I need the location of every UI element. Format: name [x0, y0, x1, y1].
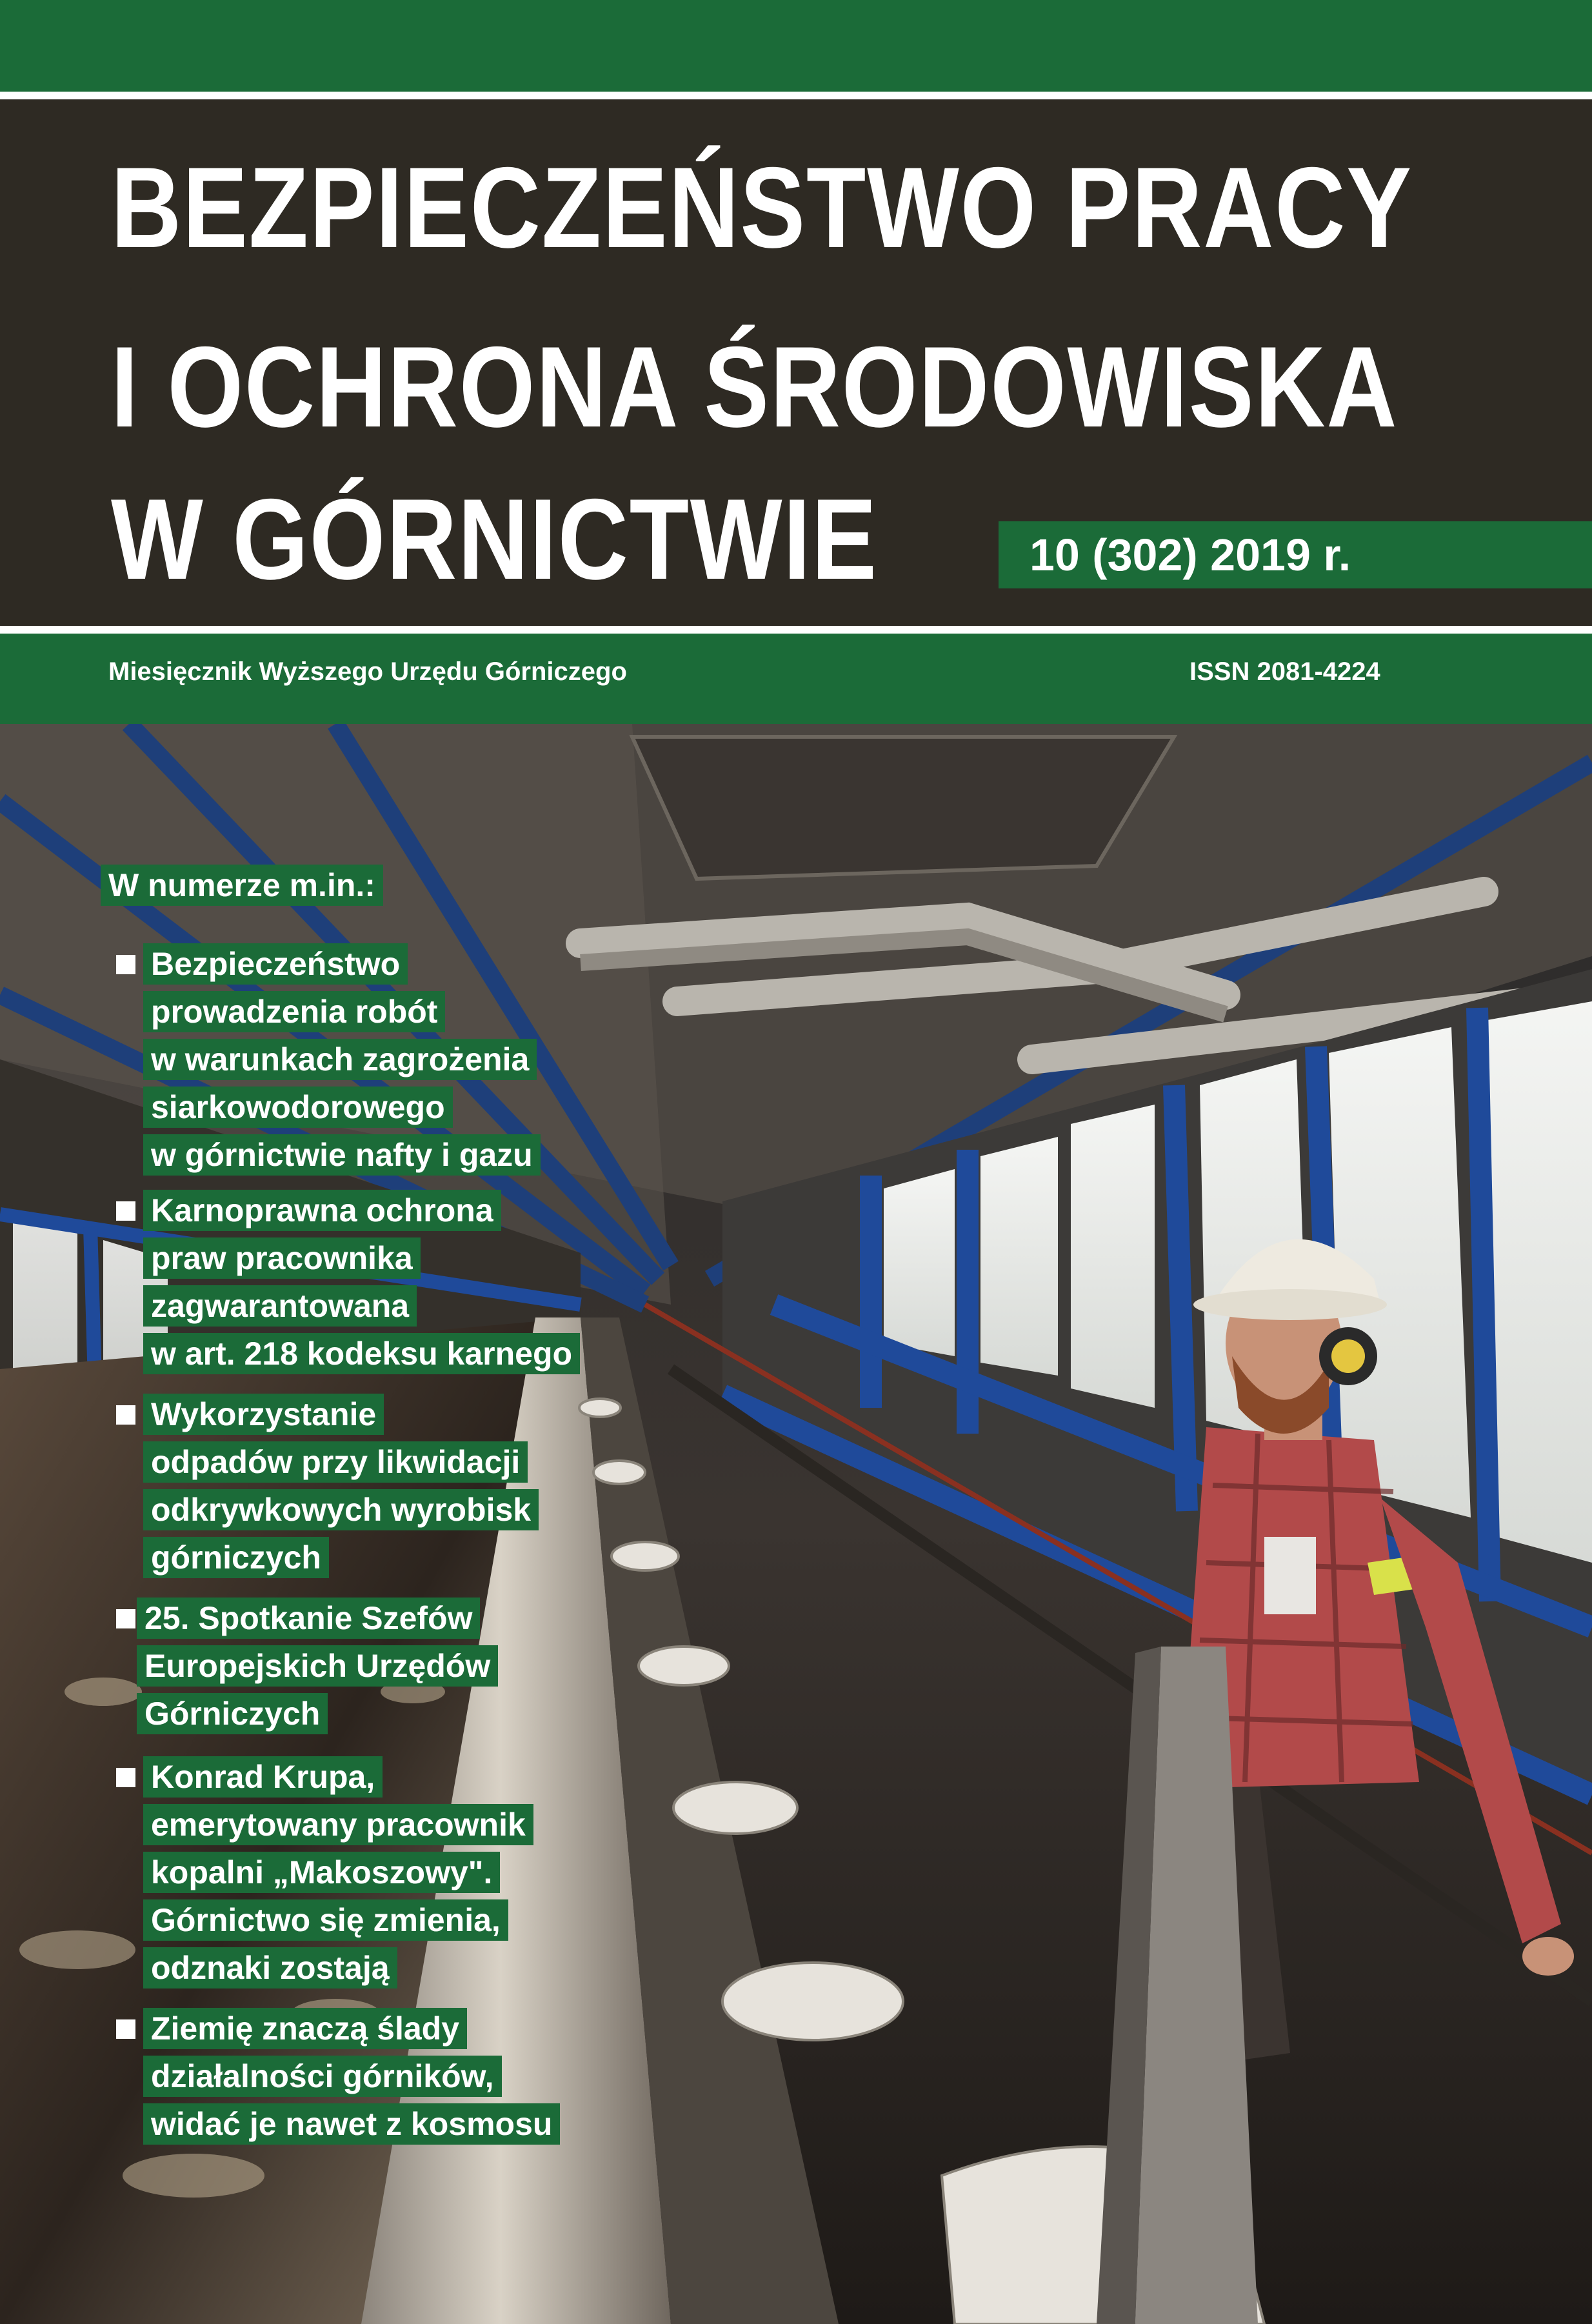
toc-item-2-line-2: praw pracownika — [143, 1237, 421, 1279]
toc-item-4-line-3: Górniczych — [137, 1693, 328, 1734]
toc-item-4-line-1: 25. Spotkanie Szefów — [137, 1598, 480, 1639]
toc-item-1-line-3: w warunkach zagrożenia — [143, 1039, 537, 1080]
bullet-square-icon — [116, 1201, 135, 1221]
toc-item-2-line-1: Karnoprawna ochrona — [143, 1190, 501, 1231]
toc-item-1-line-2: prowadzenia robót — [143, 991, 445, 1032]
toc-item-3-line-4: górniczych — [143, 1537, 329, 1578]
toc-item-5-line-2: emerytowany pracownik — [143, 1804, 533, 1845]
toc-item-3-line-2: odpadów przy likwidacji — [143, 1441, 528, 1483]
toc-item-2-line-3: zagwarantowana — [143, 1285, 417, 1327]
toc-item-5-line-1: Konrad Krupa, — [143, 1756, 383, 1798]
toc-item-1-line-5: w górnictwie nafty i gazu — [143, 1134, 541, 1176]
title-line-1: BEZPIECZEŃSTWO PRACY — [111, 143, 1413, 272]
title-line-3: W GÓRNICTWIE — [111, 475, 878, 603]
toc-item-5-line-3: kopalni „Makoszowy". — [143, 1852, 500, 1893]
toc-item-4-line-2: Europejskich Urzędów — [137, 1645, 498, 1687]
toc-item-2-line-4: w art. 218 kodeksu karnego — [143, 1333, 580, 1374]
toc-item-6-line-2: działalności górników, — [143, 2056, 502, 2097]
bullet-square-icon — [116, 1405, 135, 1425]
toc-item-5-line-5: odznaki zostają — [143, 1947, 397, 1988]
title-line-2: I OCHRONA ŚRODOWISKA — [111, 323, 1398, 451]
toc-item-5-line-4: Górnictwo się zmienia, — [143, 1899, 508, 1941]
toc-item-6-line-1: Ziemię znaczą ślady — [143, 2008, 467, 2049]
issn: ISSN 2081-4224 — [1189, 657, 1380, 686]
toc-heading: W numerze m.in.: — [101, 865, 383, 906]
toc-item-1-line-4: siarkowodorowego — [143, 1087, 453, 1128]
toc-item-3-line-1: Wykorzystanie — [143, 1394, 384, 1435]
bullet-square-icon — [116, 1768, 135, 1787]
toc-item-3-line-3: odkrywkowych wyrobisk — [143, 1489, 539, 1530]
toc-item-1-line-1: Bezpieczeństwo — [143, 943, 408, 985]
bullet-square-icon — [116, 2019, 135, 2039]
issue-number: 10 (302) 2019 r. — [1030, 530, 1351, 580]
publisher-subtitle: Miesięcznik Wyższego Urzędu Górniczego — [108, 657, 627, 686]
bullet-square-icon — [116, 1609, 135, 1628]
bullet-square-icon — [116, 955, 135, 974]
toc-item-6-line-3: widać je nawet z kosmosu — [143, 2103, 560, 2145]
